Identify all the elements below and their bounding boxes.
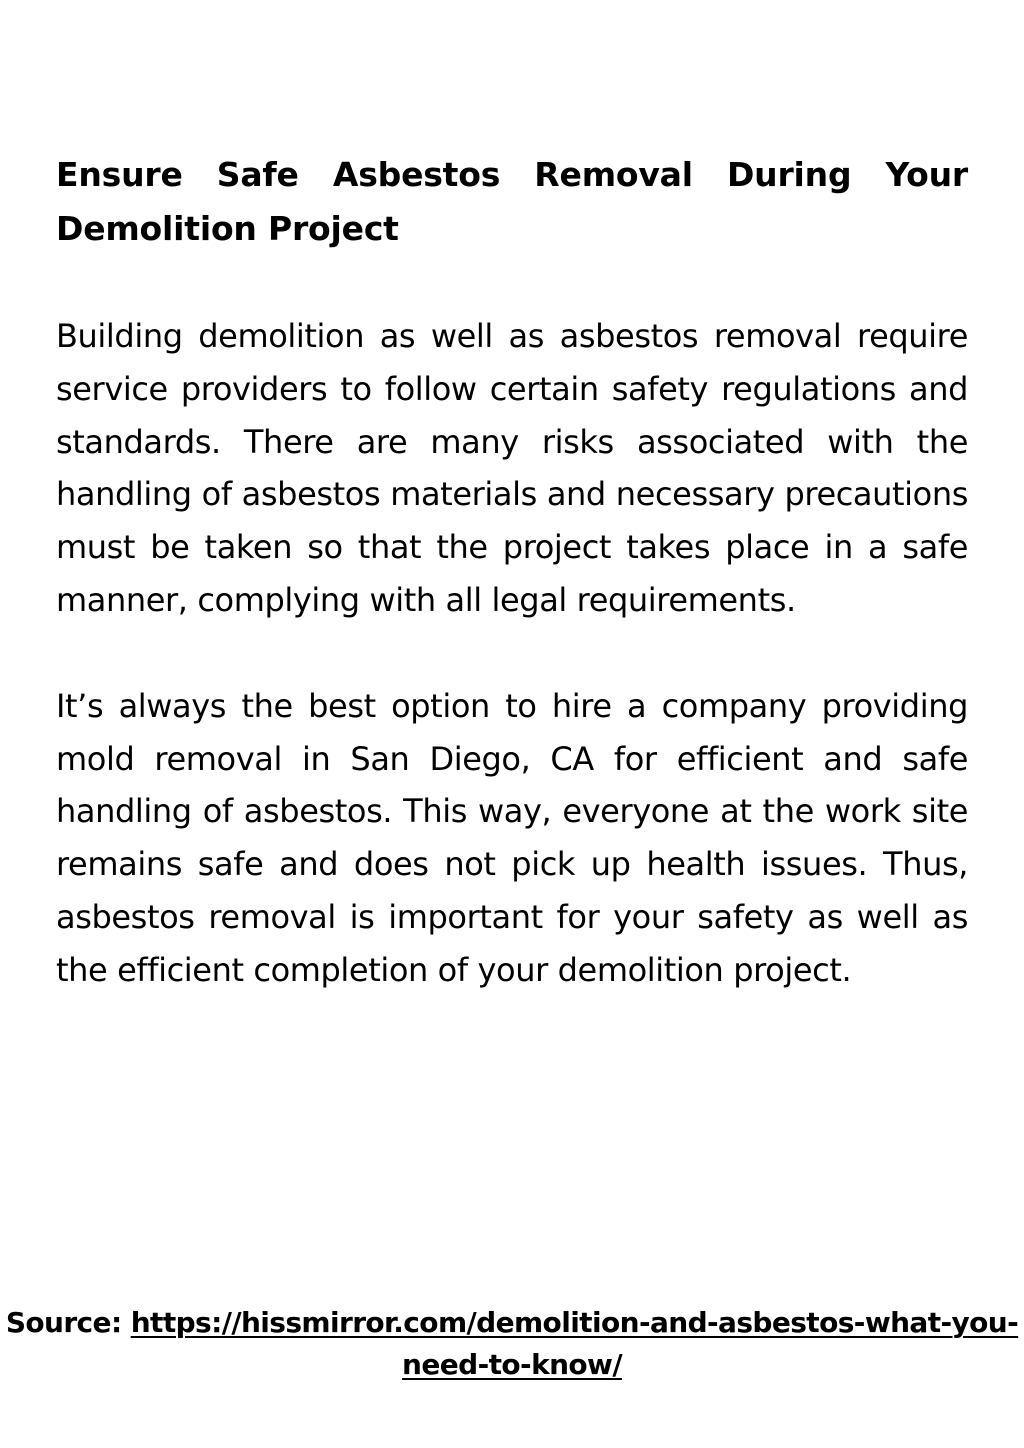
article-title: Ensure Safe Asbestos Removal During Your Demolition Project — [56, 155, 968, 248]
article-paragraph-2: It’s always the best option to hire a company providing mold removal in San Diego, CA for efficient and safe handling of asbestos. This way, everyone at the work site remains safe and does not pick up health issues. Thus, asbestos removal is important for your safety as well as the efficient completion of your demolition project. — [56, 686, 968, 989]
article-body — [56, 148, 968, 997]
article-paragraph-1: Building demolition as well as asbestos removal require service providers to follow certain safety regulations and standards. There are many risks associated with the handling of asbestos materials and necessary precautions must be taken so that the project takes place in a safe manner, complying with all legal requirements. — [56, 317, 968, 619]
source-citation — [0, 1302, 1024, 1386]
source-link[interactable]: https://hissmirror.com/demolition-and-asbestos-what-you-need-to-know/ — [130, 1306, 1019, 1381]
source-label: Source: — [5, 1306, 122, 1339]
